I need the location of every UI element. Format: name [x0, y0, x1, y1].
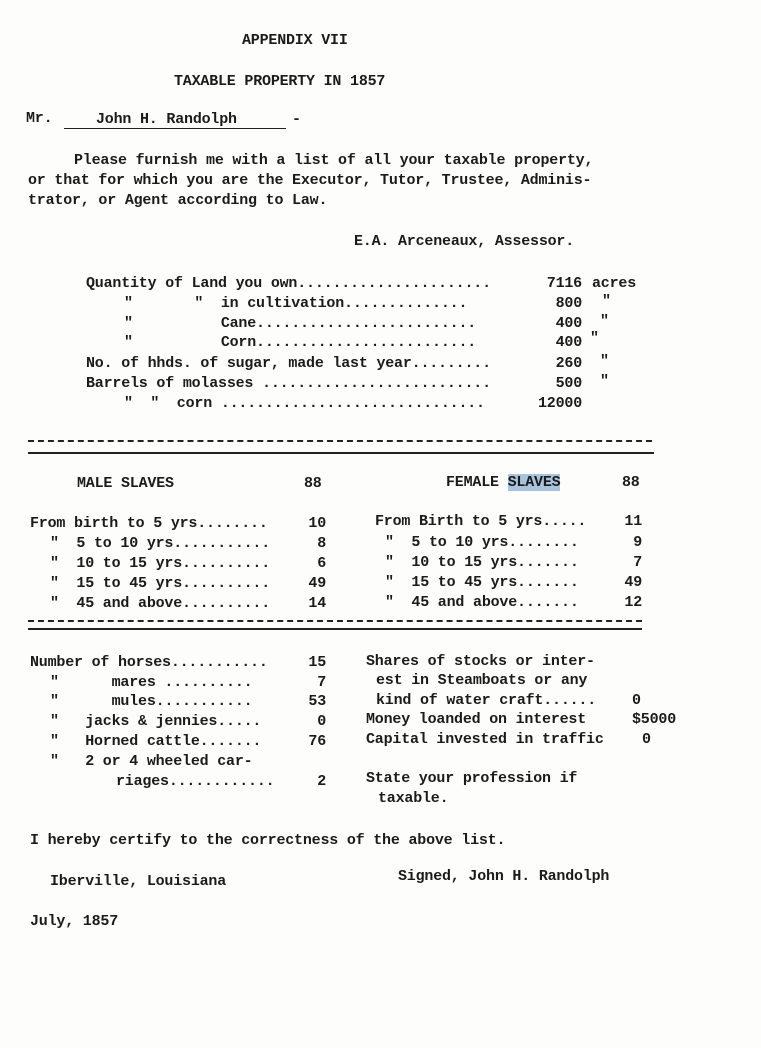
stocks-line-2: est in Steamboats or any — [376, 672, 588, 689]
livestock-value: 15 — [308, 654, 326, 671]
date: July, 1857 — [30, 913, 119, 930]
request-line-1: Please furnish me with a list of all your taxable property, — [74, 152, 594, 169]
livestock-label: riages............ — [72, 773, 275, 790]
section-divider — [28, 452, 654, 454]
salutation: Mr. — [26, 110, 53, 127]
female-row-value: 11 — [624, 513, 642, 530]
appendix-heading: APPENDIX VII — [242, 32, 348, 49]
section-divider — [28, 440, 652, 442]
livestock-label: " 2 or 4 wheeled car- — [50, 753, 253, 770]
request-line-2: or that for which you are the Executor, Tutor, Trustee, Adminis- — [28, 172, 592, 189]
request-line-3: trator, or Agent according to Law. — [28, 192, 328, 209]
property-value: 400 — [555, 315, 582, 332]
property-unit: " — [600, 373, 609, 390]
male-row-label: " 5 to 10 yrs........... — [50, 535, 271, 552]
female-row-label: " 45 and above....... — [385, 594, 579, 611]
male-row-value: 14 — [308, 595, 326, 612]
female-row-value: 7 — [633, 554, 642, 571]
property-unit: " — [600, 353, 609, 370]
female-row-value: 12 — [624, 594, 642, 611]
capital-label: Capital invested in traffic — [366, 731, 604, 748]
female-row-label: From Birth to 5 yrs..... — [375, 513, 587, 530]
property-unit: " — [600, 313, 609, 330]
livestock-value: 7 — [317, 674, 326, 691]
male-row-label: " 45 and above.......... — [50, 595, 271, 612]
female-total: 88 — [622, 474, 640, 491]
livestock-value: 0 — [317, 713, 326, 730]
recipient-name: John H. Randolph — [96, 111, 237, 128]
property-label: " Cane......................... — [124, 315, 477, 332]
capital-value: 0 — [642, 731, 651, 748]
property-unit: acres — [592, 275, 637, 292]
male-row-value: 49 — [308, 575, 326, 592]
male-row-value: 10 — [308, 515, 326, 532]
stocks-line-1: Shares of stocks or inter- — [366, 653, 595, 670]
property-value: 7116 — [546, 275, 582, 292]
stocks-line-3: kind of water craft...... — [376, 692, 597, 709]
female-row-label: " 5 to 10 yrs........ — [385, 534, 579, 551]
male-heading: MALE SLAVES — [77, 475, 174, 492]
property-label: " " corn .............................. — [124, 395, 485, 412]
money-value: $5000 — [632, 711, 677, 728]
profession-line-1: State your profession if — [366, 770, 578, 787]
property-value: 12000 — [537, 395, 582, 412]
property-label: " Corn......................... — [124, 334, 477, 351]
livestock-label: " mules........... — [50, 693, 253, 710]
property-unit: " — [602, 293, 611, 310]
livestock-value: 2 — [317, 773, 326, 790]
recipient-dash: - — [292, 111, 301, 128]
certification-statement: I hereby certify to the correctness of the above list. — [30, 832, 506, 849]
property-label: Quantity of Land you own...................... — [86, 275, 491, 292]
livestock-label: " jacks & jennies..... — [50, 713, 262, 730]
livestock-value: 76 — [308, 733, 326, 750]
female-row-value: 9 — [633, 534, 642, 551]
female-row-value: 49 — [624, 574, 642, 591]
livestock-label: " mares .......... — [50, 674, 253, 691]
property-value: 800 — [555, 295, 582, 312]
property-value: 260 — [555, 355, 582, 372]
male-total: 88 — [304, 475, 322, 492]
property-value: 500 — [555, 375, 582, 392]
female-row-label: " 15 to 45 yrs....... — [385, 574, 579, 591]
male-row-label: " 10 to 15 yrs.......... — [50, 555, 271, 572]
section-divider — [28, 620, 642, 622]
male-row-label: From birth to 5 yrs........ — [30, 515, 268, 532]
property-unit: " — [590, 330, 599, 347]
property-label: Barrels of molasses .......................... — [86, 375, 491, 392]
female-row-label: " 10 to 15 yrs....... — [385, 554, 579, 571]
female-heading: FEMALE SLAVES — [446, 474, 561, 491]
stocks-value: 0 — [632, 692, 641, 709]
money-label: Money loanded on interest — [366, 711, 587, 728]
male-row-value: 6 — [317, 555, 326, 572]
assessor-signature: E.A. Arceneaux, Assessor. — [354, 233, 575, 250]
male-row-value: 8 — [317, 535, 326, 552]
livestock-value: 53 — [308, 693, 326, 710]
livestock-label: " Horned cattle....... — [50, 733, 262, 750]
profession-line-2: taxable. — [378, 790, 449, 807]
signature: Signed, John H. Randolph — [398, 868, 610, 885]
location: Iberville, Louisiana — [50, 873, 227, 890]
highlighted-word: SLAVES — [507, 474, 561, 491]
document-title: TAXABLE PROPERTY IN 1857 — [174, 73, 386, 90]
section-divider — [28, 628, 642, 630]
property-label: " " in cultivation.............. — [124, 295, 468, 312]
livestock-label: Number of horses........... — [30, 654, 268, 671]
property-value: 400 — [555, 334, 582, 351]
property-label: No. of hhds. of sugar, made last year......... — [86, 355, 491, 372]
male-row-label: " 15 to 45 yrs.......... — [50, 575, 271, 592]
